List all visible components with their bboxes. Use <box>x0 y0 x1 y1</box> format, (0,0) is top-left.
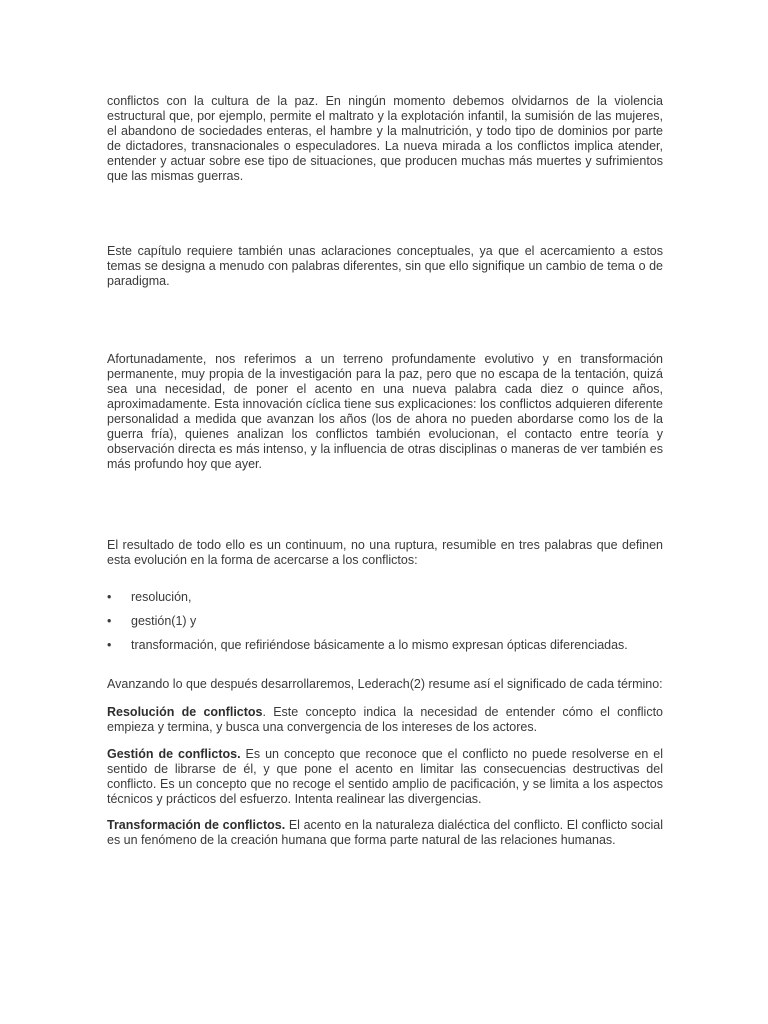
definition-term: Gestión de conflictos. <box>107 747 241 761</box>
definition-text: Es un concepto que reconoce que el conflicto no puede resolverse en el sentido de librarse de él, y que pone el acento en limitar las consecuencias destructivas del conflicto. Es un concepto que no recoge el sentido amplio de pacificación, y se limita a los aspectos técnicos y prácticos del esfuerzo. Intenta realinear las divergencias. <box>107 747 663 806</box>
bullet-icon: • <box>107 638 112 652</box>
bullet-icon: • <box>107 614 112 628</box>
bullet-list <box>107 590 663 653</box>
list-item-text: resolución, <box>131 590 192 604</box>
definition-term: Resolución de conflictos <box>107 705 263 719</box>
paragraph-terreno-evolutivo: Afortunadamente, nos referimos a un terreno profundamente evolutivo y en transformación permanente, muy propia de la investigación para la paz, pero que no escapa de la tentación, quizá sea una necesidad, de poner el acento en una nueva palabra cada diez o quince años, aproximadamente. Esta innovación cíclica tiene sus explicaciones: los conflictos adquieren diferente personalidad a medida que avanzan los años (los de ahora no pueden abordarse como los de la guerra fría), quienes analizan los conflictos también evolucionan, el contacto entre teoría y observación directa es más intenso, y la influencia de otras disciplinas o maneras de ver también es más profundo hoy que ayer. <box>107 352 663 471</box>
paragraph-lederach: Avanzando lo que después desarrollaremos, Lederach(2) resume así el significado de cada término: <box>107 677 663 691</box>
definition-gestion <box>107 747 663 807</box>
definition-text: . Este concepto indica la necesidad de entender cómo el conflicto empieza y termina, y busca una convergencia de los intereses de los actores. <box>107 705 663 734</box>
definition-transformacion <box>107 818 663 848</box>
definition-text: El acento en la naturaleza dialéctica del conflicto. El conflicto social es un fenómeno de la creación humana que forma parte natural de las relaciones humanas. <box>107 818 663 847</box>
list-item-text: transformación, que refiriéndose básicamente a lo mismo expresan ópticas diferenciadas. <box>131 638 628 652</box>
paragraph-aclaraciones-conceptuales: Este capítulo requiere también unas aclaraciones conceptuales, ya que el acercamiento a estos temas se designa a menudo con palabras diferentes, sin que ello signifique un cambio de tema o de paradigma. <box>107 244 663 288</box>
list-item <box>107 638 663 653</box>
list-item <box>107 614 663 629</box>
definition-resolucion <box>107 705 663 735</box>
list-item <box>107 590 663 605</box>
list-item-text: gestión(1) y <box>131 614 197 628</box>
definition-term: Transformación de conflictos. <box>107 818 286 832</box>
bullet-icon: • <box>107 590 112 604</box>
paragraph-violencia-estructural: conflictos con la cultura de la paz. En ningún momento debemos olvidarnos de la violencia estructural que, por ejemplo, permite el maltrato y la explotación infantil, la sumisión de las mujeres, el abandono de sociedades enteras, el hambre y la malnutrición, y todo tipo de dominios por parte de dictadores, transnacionales o especuladores. La nueva mirada a los conflictos implica atender, entender y actuar sobre ese tipo de situaciones, que producen muchas más muertes y sufrimientos que las mismas guerras. <box>107 94 663 183</box>
document-page <box>107 94 663 848</box>
paragraph-continuum: El resultado de todo ello es un continuum, no una ruptura, resumible en tres palabras que definen esta evolución en la forma de acercarse a los conflictos: <box>107 538 663 567</box>
